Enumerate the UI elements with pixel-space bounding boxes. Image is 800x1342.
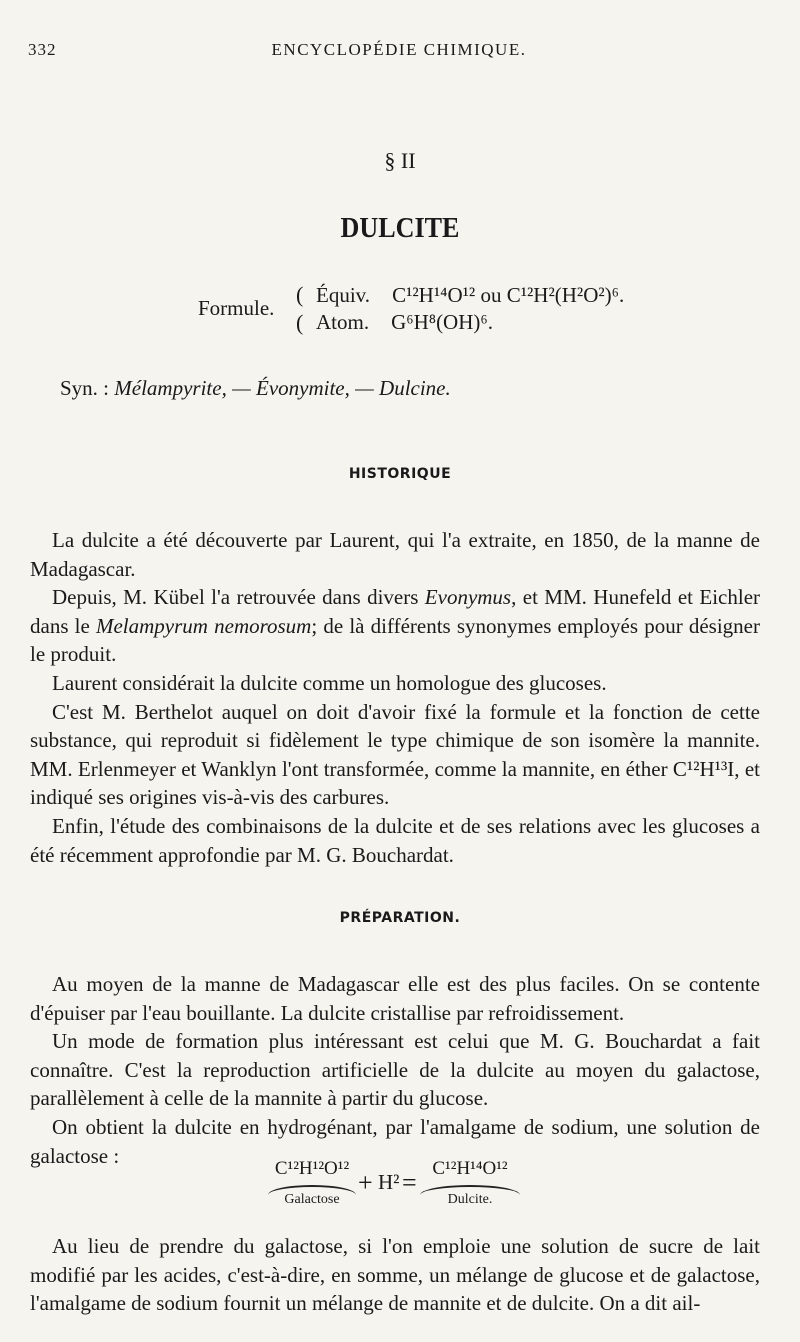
preparation-paragraph-3: On obtient la dulcite en hydrogénant, par l'amalgame de sodium, une solution de galactose :: [30, 1114, 760, 1168]
atom-label: Atom.: [316, 310, 370, 334]
galactose-formula: C¹²H¹²O¹²: [274, 1158, 350, 1179]
equiv-or: ou: [480, 283, 502, 307]
equiv-value-a: C¹²H¹⁴O¹²: [392, 283, 476, 307]
plus-sign: +: [358, 1168, 373, 1197]
preparation-paragraph-1: Au moyen de la manne de Madagascar elle est des plus faciles. On se contente d'épuiser par l'eau bouillante. La dulcite cristallise par refroidissement.: [30, 972, 760, 1025]
formula-label: Formule.: [198, 296, 275, 320]
historique-paragraph-1: La dulcite a été découverte par Laurent, qui l'a extraite, en 1850, de la manne de Madagascar.: [30, 528, 760, 581]
running-title: ENCYCLOPÉDIE CHIMIQUE.: [271, 40, 527, 59]
equals-sign: =: [402, 1168, 417, 1197]
preparation-paragraph-2: Un mode de formation plus intéressant est celui que M. G. Bouchardat a fait connaître. C'est la reproduction artificielle de la dulcite au moyen du galactose, parallèlement à celle de la mannite à partir du glucose.: [30, 1029, 760, 1111]
evonymus-italic: Evonymus: [424, 585, 512, 610]
historique-paragraph-2: Depuis, M. Kübel l'a retrouvée dans divers Evonymus, et MM. Hunefeld et Eichler dans le Melampyrum nemorosum; de là différents synonymes employés pour désigner le produit.: [30, 585, 761, 667]
dulcite-label: Dulcite.: [447, 1192, 493, 1207]
synonyms-label: Syn. :: [60, 376, 110, 400]
synonyms-line: [60, 376, 451, 401]
preparation-paragraph-4: Au lieu de prendre du galactose, si l'on emploie une solution de sucre de lait modifié par les acides, c'est-à-dire, en somme, un mélange de glucose et de galactose, l'amalgame de sodium fournit un mélange de mannite et de dulcite. On a dit ail-: [30, 1234, 760, 1316]
equation-right-term: [420, 1158, 520, 1208]
brace-bottom: (: [296, 310, 304, 335]
formula-atom-line: [316, 310, 493, 335]
synonym-3: — Dulcine.: [355, 376, 451, 400]
running-header: [28, 40, 770, 66]
atom-value: G⁶H⁸(OH)⁶.: [391, 310, 493, 334]
historique-body: [30, 526, 760, 869]
historique-paragraph-3: Laurent considérait la dulcite comme un homologue des glucoses.: [52, 670, 607, 695]
historique-heading: HISTORIQUE: [348, 466, 452, 482]
section-mark: § II: [384, 148, 416, 173]
chapter-title: DULCITE: [340, 212, 460, 244]
page-number: 332: [28, 40, 57, 59]
hydrogen-term: H²: [378, 1170, 400, 1194]
preparation-heading: PRÉPARATION.: [339, 910, 461, 926]
dulcite-formula: C¹²H¹⁴O¹²: [432, 1158, 508, 1179]
equiv-label: Équiv.: [316, 283, 371, 307]
galactose-equation: [268, 1158, 568, 1218]
formula-equiv-line: [316, 283, 624, 308]
equation-left-term: [268, 1158, 356, 1208]
preparation-continuation: [30, 1232, 760, 1318]
equiv-value-b: C¹²H²(H²O²)⁶.: [506, 283, 625, 307]
brace-top: (: [296, 282, 304, 307]
historique-paragraph-4: C'est M. Berthelot auquel on doit d'avoir fixé la formule et la fonction de cette substance, qui reproduit si fidèlement le type chimique de son isomère la mannite. MM. Erlenmeyer et Wanklyn l'ont transformée, comme la mannite, en éther C¹²H¹³I, et indiqué ses origines vis-à-vis des carbures.: [30, 699, 760, 810]
melampyrum-italic: Melampyrum nemorosum: [95, 613, 312, 638]
synonym-1: Mélampyrite,: [114, 376, 227, 400]
underbrace-left: [268, 1185, 356, 1195]
synonym-2: — Évonymite,: [232, 376, 350, 400]
preparation-body: [30, 970, 760, 1170]
galactose-label: Galactose: [284, 1192, 340, 1207]
historique-paragraph-5: Enfin, l'étude des combinaisons de la dulcite et de ses relations avec les glucoses a été récemment approfondie par M. G. Bouchardat.: [30, 813, 760, 867]
underbrace-right: [420, 1185, 520, 1195]
